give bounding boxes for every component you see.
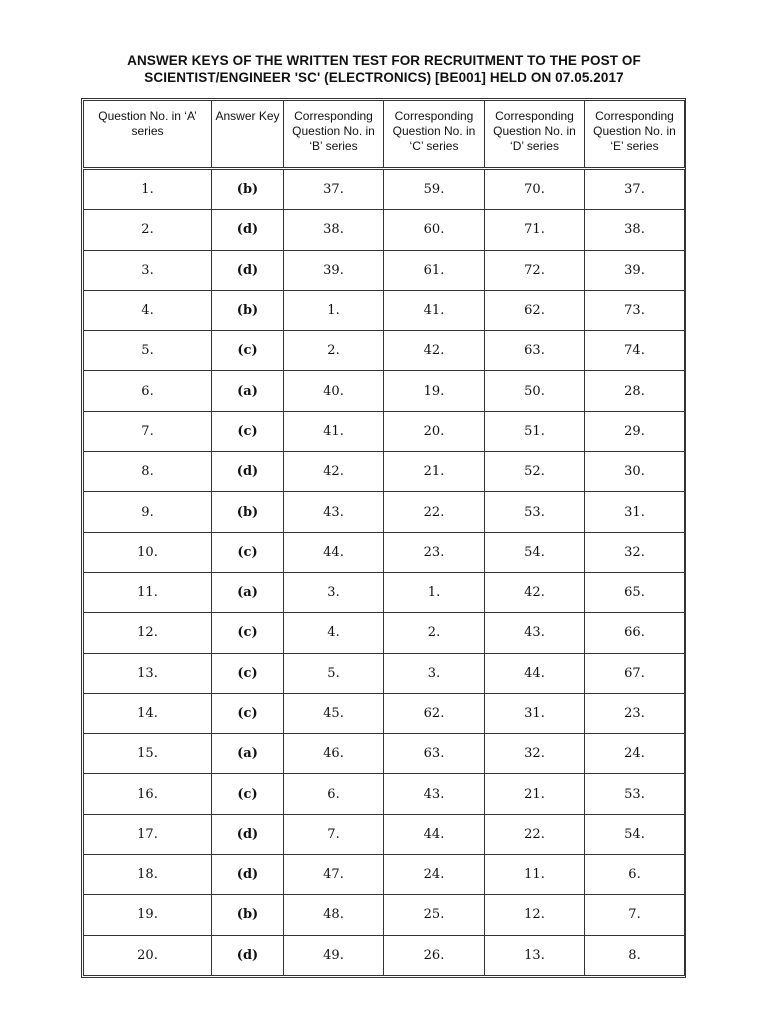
cell-question-a: 2. [84,210,212,250]
cell-question-b: 48. [284,895,384,935]
cell-question-b: 38. [284,210,384,250]
cell-question-b: 47. [284,855,384,895]
cell-question-c: 22. [384,492,485,532]
cell-question-c: 24. [384,855,485,895]
table-row [84,774,685,814]
cell-question-d: 50. [485,371,585,411]
cell-question-e: 74. [585,331,685,371]
cell-question-c: 20. [384,411,485,451]
cell-answer-key: (c) [212,613,284,653]
cell-question-d: 44. [485,653,585,693]
table-row [84,411,685,451]
header-answer-key: Answer Key [212,101,284,169]
cell-answer-key: (a) [212,572,284,612]
cell-answer-key: (a) [212,371,284,411]
document-title [0,52,768,86]
cell-answer-key: (c) [212,331,284,371]
table-row [84,895,685,935]
table-row [84,613,685,653]
cell-question-a: 11. [84,572,212,612]
table-row [84,250,685,290]
cell-answer-key: (d) [212,935,284,975]
cell-question-a: 3. [84,250,212,290]
cell-question-c: 44. [384,814,485,854]
table-row [84,693,685,733]
cell-question-e: 39. [585,250,685,290]
answer-key-table [83,100,685,976]
cell-question-c: 42. [384,331,485,371]
cell-question-b: 46. [284,734,384,774]
cell-question-b: 44. [284,532,384,572]
cell-question-a: 5. [84,331,212,371]
cell-question-e: 29. [585,411,685,451]
cell-question-e: 37. [585,169,685,210]
cell-question-a: 14. [84,693,212,733]
cell-question-b: 4. [284,613,384,653]
answer-key-table-frame [81,98,686,978]
cell-question-b: 43. [284,492,384,532]
cell-question-d: 54. [485,532,585,572]
cell-question-b: 39. [284,250,384,290]
cell-question-b: 6. [284,774,384,814]
cell-question-e: 7. [585,895,685,935]
cell-question-e: 73. [585,290,685,330]
cell-question-d: 72. [485,250,585,290]
cell-answer-key: (c) [212,411,284,451]
cell-answer-key: (b) [212,492,284,532]
cell-question-a: 4. [84,290,212,330]
table-row [84,169,685,210]
cell-answer-key: (d) [212,814,284,854]
header-question-d: Corresponding Question No. in ‘D’ series [485,101,585,169]
header-question-b: Corresponding Question No. in ‘B’ series [284,101,384,169]
table-header-row [84,101,685,169]
cell-answer-key: (c) [212,693,284,733]
cell-answer-key: (c) [212,653,284,693]
cell-question-a: 6. [84,371,212,411]
cell-question-a: 19. [84,895,212,935]
table-row [84,935,685,975]
cell-question-a: 9. [84,492,212,532]
cell-question-e: 53. [585,774,685,814]
cell-question-a: 1. [84,169,212,210]
cell-question-c: 43. [384,774,485,814]
cell-question-b: 5. [284,653,384,693]
cell-question-d: 21. [485,774,585,814]
cell-question-e: 67. [585,653,685,693]
table-row [84,290,685,330]
table-row [84,331,685,371]
cell-answer-key: (c) [212,774,284,814]
cell-question-d: 31. [485,693,585,733]
cell-question-e: 38. [585,210,685,250]
cell-question-e: 6. [585,855,685,895]
cell-question-d: 12. [485,895,585,935]
table-row [84,734,685,774]
cell-question-d: 70. [485,169,585,210]
cell-question-c: 63. [384,734,485,774]
cell-question-d: 63. [485,331,585,371]
cell-answer-key: (c) [212,532,284,572]
table-row [84,452,685,492]
cell-question-a: 17. [84,814,212,854]
table-row [84,572,685,612]
cell-question-e: 8. [585,935,685,975]
cell-question-d: 62. [485,290,585,330]
title-line-2: SCIENTIST/ENGINEER 'SC' (ELECTRONICS) [BE001] HELD ON 07.05.2017 [144,70,624,85]
cell-question-e: 28. [585,371,685,411]
cell-question-e: 31. [585,492,685,532]
cell-question-c: 25. [384,895,485,935]
cell-question-c: 21. [384,452,485,492]
cell-question-d: 53. [485,492,585,532]
cell-question-d: 43. [485,613,585,653]
cell-question-d: 52. [485,452,585,492]
cell-answer-key: (d) [212,452,284,492]
cell-question-b: 49. [284,935,384,975]
cell-question-c: 19. [384,371,485,411]
cell-question-c: 2. [384,613,485,653]
table-body [84,169,685,976]
cell-question-c: 1. [384,572,485,612]
cell-answer-key: (a) [212,734,284,774]
cell-answer-key: (b) [212,290,284,330]
cell-question-b: 1. [284,290,384,330]
cell-question-b: 37. [284,169,384,210]
table-row [84,532,685,572]
table-row [84,653,685,693]
cell-question-c: 41. [384,290,485,330]
cell-question-e: 66. [585,613,685,653]
cell-question-c: 61. [384,250,485,290]
cell-answer-key: (b) [212,895,284,935]
cell-question-d: 51. [485,411,585,451]
cell-question-b: 42. [284,452,384,492]
cell-question-e: 30. [585,452,685,492]
cell-question-d: 71. [485,210,585,250]
cell-question-a: 18. [84,855,212,895]
cell-question-c: 60. [384,210,485,250]
cell-question-a: 8. [84,452,212,492]
cell-question-a: 7. [84,411,212,451]
cell-question-e: 32. [585,532,685,572]
cell-answer-key: (d) [212,210,284,250]
cell-question-a: 13. [84,653,212,693]
cell-question-d: 32. [485,734,585,774]
header-question-a: Question No. in ‘A’ series [84,101,212,169]
header-question-e: Corresponding Question No. in ‘E’ series [585,101,685,169]
cell-question-e: 65. [585,572,685,612]
title-line-1: ANSWER KEYS OF THE WRITTEN TEST FOR RECRUITMENT TO THE POST OF [127,53,641,68]
cell-answer-key: (b) [212,169,284,210]
cell-question-e: 24. [585,734,685,774]
cell-question-a: 12. [84,613,212,653]
cell-question-e: 23. [585,693,685,733]
cell-question-b: 41. [284,411,384,451]
cell-question-d: 11. [485,855,585,895]
table-row [84,210,685,250]
header-question-c: Corresponding Question No. in ‘C’ series [384,101,485,169]
cell-question-d: 13. [485,935,585,975]
cell-question-b: 7. [284,814,384,854]
cell-question-a: 15. [84,734,212,774]
cell-question-c: 62. [384,693,485,733]
table-row [84,855,685,895]
cell-question-b: 3. [284,572,384,612]
cell-question-c: 3. [384,653,485,693]
table-row [84,492,685,532]
cell-answer-key: (d) [212,250,284,290]
table-row [84,371,685,411]
cell-question-d: 42. [485,572,585,612]
cell-answer-key: (d) [212,855,284,895]
cell-question-b: 45. [284,693,384,733]
cell-question-b: 2. [284,331,384,371]
cell-question-c: 23. [384,532,485,572]
cell-question-c: 26. [384,935,485,975]
cell-question-d: 22. [485,814,585,854]
cell-question-a: 16. [84,774,212,814]
cell-question-a: 20. [84,935,212,975]
cell-question-b: 40. [284,371,384,411]
cell-question-e: 54. [585,814,685,854]
cell-question-a: 10. [84,532,212,572]
table-row [84,814,685,854]
cell-question-c: 59. [384,169,485,210]
